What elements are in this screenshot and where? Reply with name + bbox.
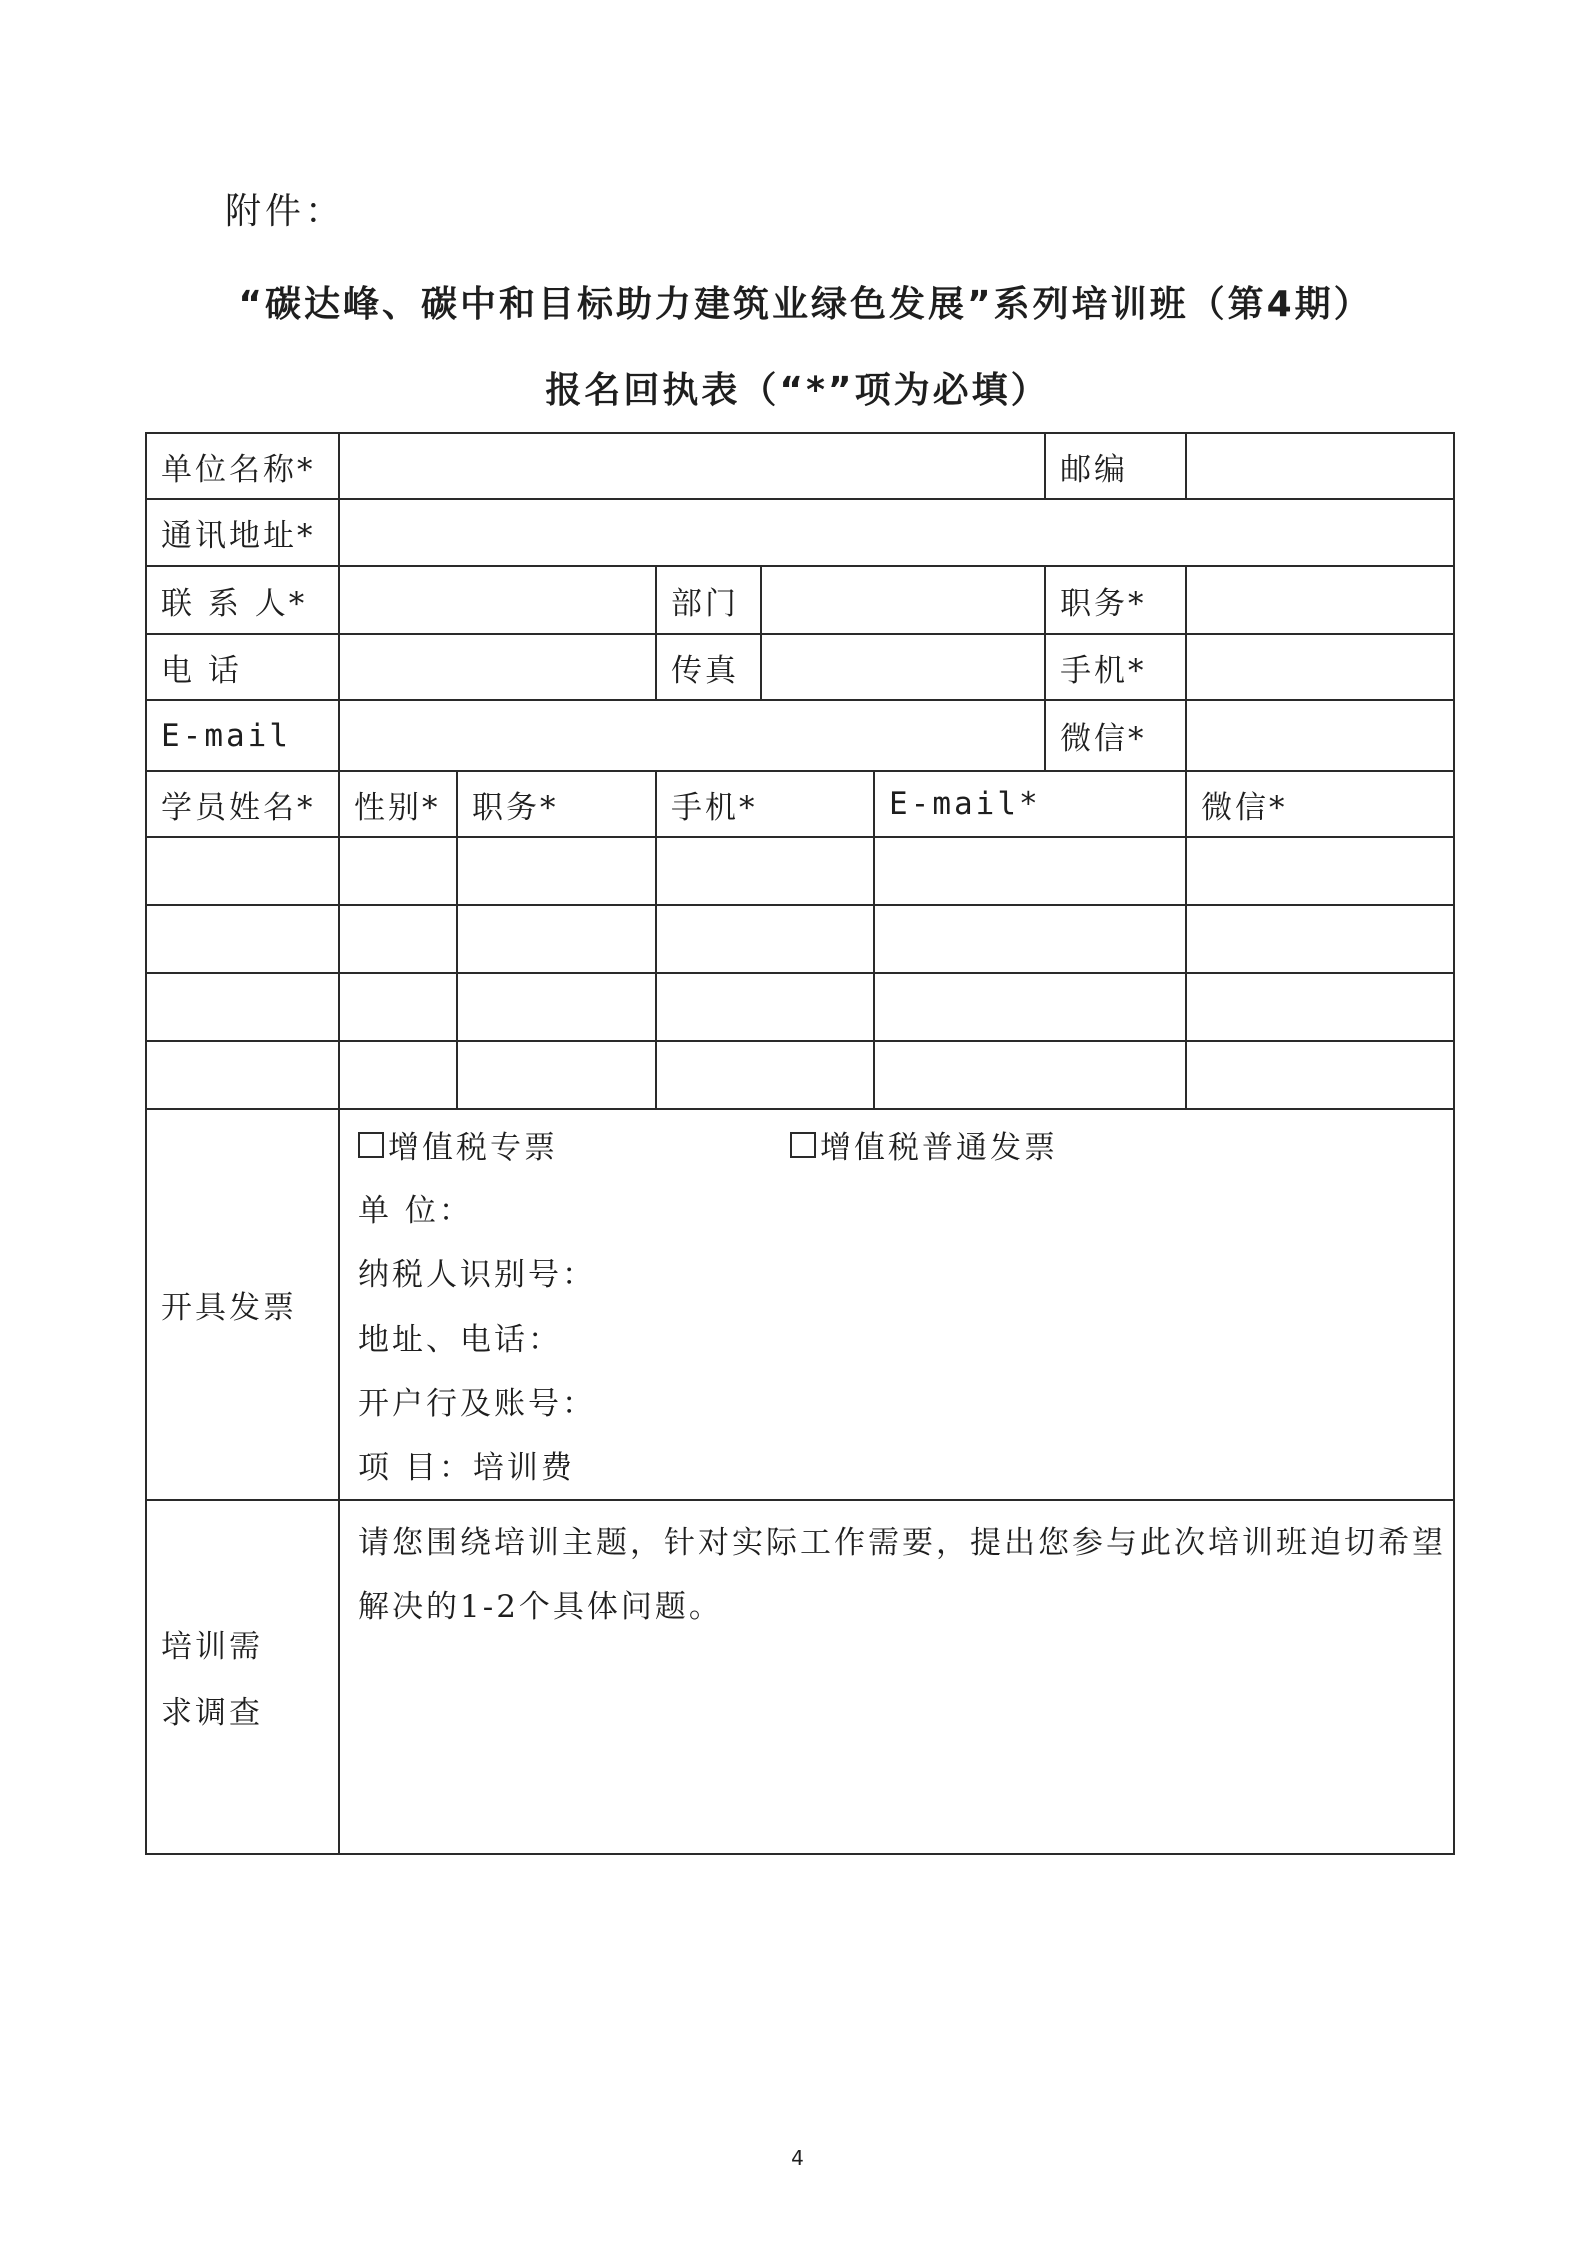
trainee-gender-cell[interactable] <box>339 973 457 1041</box>
email-field[interactable] <box>339 700 1045 771</box>
contact-field[interactable] <box>339 566 656 634</box>
trainee-name-cell[interactable] <box>146 1041 339 1109</box>
checkbox-icon[interactable] <box>790 1132 816 1158</box>
trainee-wechat-header: 微信* <box>1186 771 1454 837</box>
invoice-label: 开具发票 <box>146 1109 339 1500</box>
trainee-position-cell[interactable] <box>457 837 656 905</box>
fax-field[interactable] <box>761 634 1045 700</box>
org-name-label: 单位名称* <box>146 433 339 499</box>
mobile-field[interactable] <box>1186 634 1454 700</box>
trainee-mobile-cell[interactable] <box>656 1041 874 1109</box>
trainee-gender-cell[interactable] <box>339 837 457 905</box>
trainee-wechat-cell[interactable] <box>1186 1041 1454 1109</box>
mobile-label: 手机* <box>1045 634 1186 700</box>
checkbox-icon[interactable] <box>358 1132 384 1158</box>
fax-label: 传真 <box>656 634 761 700</box>
invoice-address-phone-line: 地址、电话： <box>358 1322 562 1358</box>
trainee-position-cell[interactable] <box>457 1041 656 1109</box>
postcode-field[interactable] <box>1186 433 1454 499</box>
invoice-special-label: 增值税专票 <box>388 1130 558 1166</box>
trainee-position-cell[interactable] <box>457 973 656 1041</box>
form-row-phone <box>146 634 1454 700</box>
trainee-position-header: 职务* <box>457 771 656 837</box>
department-field[interactable] <box>761 566 1045 634</box>
invoice-details <box>339 1109 1454 1500</box>
trainee-row <box>146 905 1454 973</box>
contact-label: 联 系 人* <box>146 566 339 634</box>
invoice-unit-line: 单 位： <box>358 1193 473 1229</box>
wechat-label: 微信* <box>1045 700 1186 771</box>
address-label: 通讯地址* <box>146 499 339 566</box>
position-field[interactable] <box>1186 566 1454 634</box>
wechat-field[interactable] <box>1186 700 1454 771</box>
survey-row <box>146 1500 1454 1854</box>
survey-label <box>146 1500 339 1854</box>
trainee-row <box>146 973 1454 1041</box>
registration-form-table <box>145 432 1455 1855</box>
trainee-wechat-cell[interactable] <box>1186 837 1454 905</box>
trainee-row <box>146 837 1454 905</box>
trainee-email-cell[interactable] <box>874 837 1186 905</box>
org-name-field[interactable] <box>339 433 1045 499</box>
trainee-name-cell[interactable] <box>146 905 339 973</box>
survey-answer-area[interactable] <box>339 1500 1454 1854</box>
survey-prompt: 请您围绕培训主题，针对实际工作需要，提出您参与此次培训班迫切希望解决的1-2个具体问题。 <box>358 1525 1446 1625</box>
invoice-special-option[interactable] <box>358 1122 558 1167</box>
page-number: 4 <box>791 2146 804 2170</box>
invoice-taxpayer-id-line: 纳税人识别号： <box>358 1257 596 1293</box>
invoice-normal-label: 增值税普通发票 <box>820 1130 1058 1166</box>
trainee-email-cell[interactable] <box>874 973 1186 1041</box>
invoice-item-line: 项 目：培训费 <box>358 1450 575 1486</box>
document-title: “碳达峰、碳中和目标助力建筑业绿色发展”系列培训班（第4期） <box>238 284 1373 325</box>
department-label: 部门 <box>656 566 761 634</box>
trainee-name-cell[interactable] <box>146 973 339 1041</box>
form-row-address <box>146 499 1454 566</box>
invoice-normal-option[interactable] <box>790 1122 1058 1167</box>
phone-field[interactable] <box>339 634 656 700</box>
survey-label-line1: 培训需 <box>161 1629 263 1665</box>
trainee-email-cell[interactable] <box>874 1041 1186 1109</box>
form-row-email <box>146 700 1454 771</box>
trainee-name-cell[interactable] <box>146 837 339 905</box>
trainee-email-header: E-mail* <box>874 771 1186 837</box>
trainee-email-cell[interactable] <box>874 905 1186 973</box>
trainee-wechat-cell[interactable] <box>1186 905 1454 973</box>
trainee-name-header: 学员姓名* <box>146 771 339 837</box>
trainee-position-cell[interactable] <box>457 905 656 973</box>
trainee-gender-header: 性别* <box>339 771 457 837</box>
invoice-row <box>146 1109 1454 1500</box>
trainee-gender-cell[interactable] <box>339 1041 457 1109</box>
position-label: 职务* <box>1045 566 1186 634</box>
attachment-label: 附件： <box>225 191 346 232</box>
trainee-mobile-header: 手机* <box>656 771 874 837</box>
address-field[interactable] <box>339 499 1454 566</box>
email-label: E-mail <box>146 700 339 771</box>
invoice-bank-account-line: 开户行及账号： <box>358 1386 596 1422</box>
form-subtitle: 报名回执表（“*”项为必填） <box>545 370 1050 411</box>
trainee-gender-cell[interactable] <box>339 905 457 973</box>
form-row-contact <box>146 566 1454 634</box>
trainee-mobile-cell[interactable] <box>656 837 874 905</box>
trainee-mobile-cell[interactable] <box>656 973 874 1041</box>
trainee-row <box>146 1041 1454 1109</box>
trainee-mobile-cell[interactable] <box>656 905 874 973</box>
trainee-header-row <box>146 771 1454 837</box>
trainee-wechat-cell[interactable] <box>1186 973 1454 1041</box>
form-row-org <box>146 433 1454 499</box>
postcode-label: 邮编 <box>1045 433 1186 499</box>
phone-label: 电 话 <box>146 634 339 700</box>
survey-label-line2: 求调查 <box>161 1695 263 1731</box>
